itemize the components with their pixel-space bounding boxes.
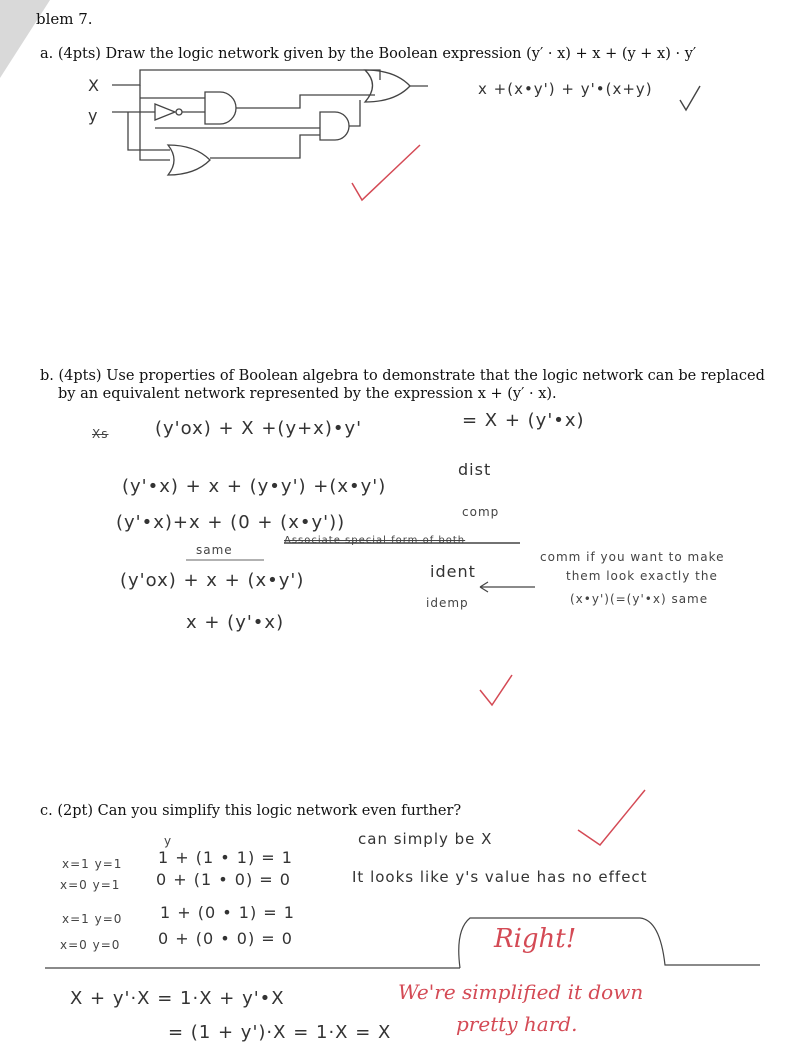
row-4-expr: 0 + (0 • 0) = 0 [158, 929, 293, 948]
final-line-1: X + y'·X = 1·X + y'•X [70, 988, 285, 1009]
input-y-label: y [88, 106, 99, 125]
answer-separator [45, 918, 760, 968]
struck-note: Associate special form of both [284, 535, 466, 546]
not-gate [155, 104, 175, 120]
row-2-label: x=0 y=1 [60, 878, 121, 892]
row-3-expr: 1 + (0 • 1) = 1 [160, 903, 295, 922]
note-dist: dist [458, 460, 492, 479]
note-ident: ident [430, 562, 476, 581]
struck-label: Xs [92, 427, 109, 441]
part-b-line-4: (y'ox) + x + (x•y') [120, 570, 305, 591]
part-c-question: c. (2pt) Can you simplify this logic network even further? [40, 803, 462, 819]
comm-note-2: them look exactly the [566, 569, 718, 583]
part-b-line-3: (y'•x)+x + (0 + (x•y')) [116, 512, 346, 533]
not-bubble [176, 109, 182, 115]
note-idemp: idemp [426, 596, 469, 610]
wire-x-down [140, 85, 170, 160]
grader-right: Right! [494, 924, 577, 954]
row-3-label: x=1 y=0 [62, 912, 123, 926]
row-1-label: x=1 y=1 [62, 857, 123, 871]
same-label: same [196, 543, 233, 557]
part-a-answer: x +(x•y') + y'•(x+y) [478, 80, 653, 98]
part-b-line-2: (y'•x) + x + (y•y') +(x•y') [122, 476, 387, 497]
or-gate-final [365, 70, 410, 102]
wire-x-top [112, 70, 380, 85]
part-b-question-2: by an equivalent network represented by the expression x + (y′ · x). [58, 386, 557, 402]
comm-note-3: (x•y')(=(y'•x) same [570, 592, 709, 606]
input-x-label: X [88, 76, 100, 95]
part-a-check [680, 86, 700, 110]
grader-comment-1: We're simplified it down [398, 980, 644, 1004]
part-c-answer: can simply be X [358, 830, 493, 848]
y-header: y [164, 834, 173, 848]
row-2-expr: 0 + (1 • 0) = 0 [156, 870, 291, 889]
and-gate-2 [320, 112, 349, 140]
final-line-2: = (1 + y')·X = 1·X = X [168, 1022, 392, 1043]
problem-title: blem 7. [36, 10, 93, 28]
part-a-question: a. (4pts) Draw the logic network given by the Boolean expression (y′ · x) + x + (y + x) · y′ [40, 46, 697, 62]
arrow-left-icon [480, 582, 535, 592]
comm-note-1: comm if you want to make [540, 550, 725, 564]
note-comp: comp [462, 505, 500, 519]
part-c-note: It looks like y's value has no effect [352, 868, 648, 886]
or-gate-bottom [168, 145, 210, 175]
part-b-line-1: (y'ox) + X +(y+x)•y' [155, 418, 363, 439]
grader-comment-2: pretty hard. [456, 1012, 578, 1036]
red-check-a [352, 145, 420, 200]
row-4-label: x=0 y=0 [60, 938, 121, 952]
part-b-line-1-result: = X + (y'•x) [462, 410, 585, 431]
red-check-c [578, 790, 645, 845]
row-1-expr: 1 + (1 • 1) = 1 [158, 848, 293, 867]
wire-y-down [128, 112, 170, 150]
red-check-b [480, 675, 512, 705]
and-gate-1 [205, 92, 236, 124]
part-b-question-1: b. (4pts) Use properties of Boolean algebra to demonstrate that the logic network can be replaced [40, 368, 765, 384]
part-b-line-5: x + (y'•x) [186, 612, 285, 633]
